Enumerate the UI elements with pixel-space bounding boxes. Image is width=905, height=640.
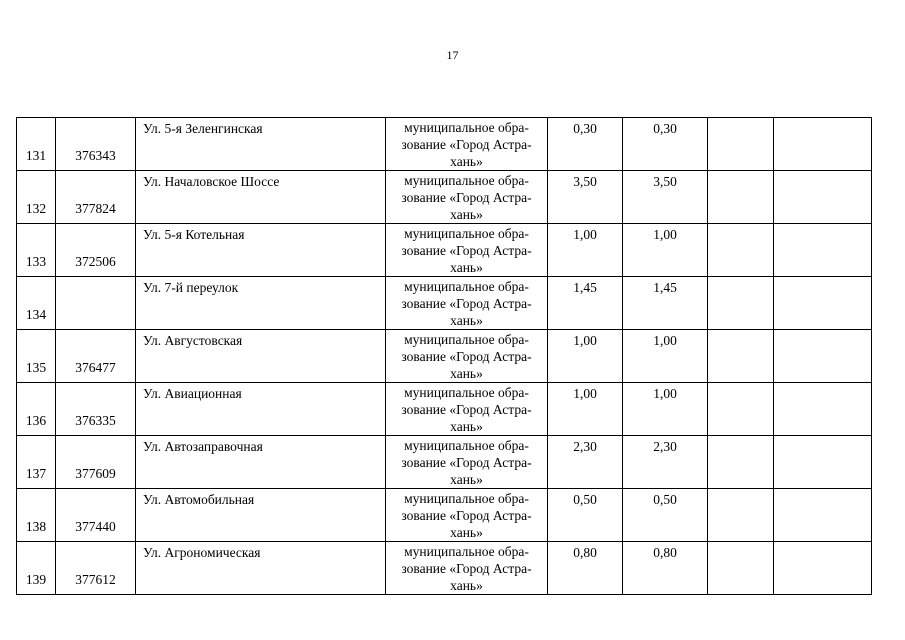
table-row bbox=[17, 436, 872, 489]
owner-cell bbox=[386, 277, 548, 330]
owner-cell bbox=[386, 118, 548, 171]
road-code-cell: 372506 bbox=[56, 224, 136, 277]
owner-text-line: хань» bbox=[450, 366, 483, 381]
length-total-cell: 1,00 bbox=[623, 383, 708, 436]
table-row bbox=[17, 118, 872, 171]
road-name-cell: Ул. Началовское Шоссе bbox=[136, 171, 386, 224]
row-number-cell: 133 bbox=[17, 224, 56, 277]
owner-text-line: зование «Город Астра- bbox=[401, 190, 532, 205]
empty-cell bbox=[708, 436, 774, 489]
road-name-cell: Ул. Автозаправочная bbox=[136, 436, 386, 489]
empty-cell bbox=[774, 542, 872, 595]
owner-text-line: муниципальное обра- bbox=[404, 544, 529, 559]
table-body bbox=[17, 118, 872, 595]
table-row bbox=[17, 171, 872, 224]
owner-text-line: муниципальное обра- bbox=[404, 226, 529, 241]
roads-table bbox=[16, 117, 872, 595]
table-row bbox=[17, 330, 872, 383]
empty-cell bbox=[774, 489, 872, 542]
row-number-cell: 139 bbox=[17, 542, 56, 595]
empty-cell bbox=[774, 171, 872, 224]
owner-cell bbox=[386, 383, 548, 436]
table-row bbox=[17, 277, 872, 330]
owner-text-line: зование «Город Астра- bbox=[401, 508, 532, 523]
table-row bbox=[17, 489, 872, 542]
owner-text-line: хань» bbox=[450, 525, 483, 540]
road-code-cell: 376335 bbox=[56, 383, 136, 436]
owner-cell bbox=[386, 436, 548, 489]
empty-cell bbox=[774, 330, 872, 383]
owner-text-line: муниципальное обра- bbox=[404, 173, 529, 188]
road-code-cell: 377824 bbox=[56, 171, 136, 224]
length-cell: 0,80 bbox=[548, 542, 623, 595]
owner-cell bbox=[386, 330, 548, 383]
road-code-cell: 377609 bbox=[56, 436, 136, 489]
road-code-cell: 376477 bbox=[56, 330, 136, 383]
row-number-cell: 138 bbox=[17, 489, 56, 542]
empty-cell bbox=[708, 224, 774, 277]
road-name-cell: Ул. 5-я Зеленгинская bbox=[136, 118, 386, 171]
owner-text-line: хань» bbox=[450, 578, 483, 593]
length-total-cell: 0,80 bbox=[623, 542, 708, 595]
owner-text-line: хань» bbox=[450, 207, 483, 222]
owner-cell bbox=[386, 224, 548, 277]
length-cell: 2,30 bbox=[548, 436, 623, 489]
empty-cell bbox=[708, 171, 774, 224]
owner-text-line: хань» bbox=[450, 154, 483, 169]
length-cell: 1,00 bbox=[548, 330, 623, 383]
empty-cell bbox=[708, 489, 774, 542]
owner-text-line: муниципальное обра- bbox=[404, 491, 529, 506]
empty-cell bbox=[774, 224, 872, 277]
empty-cell bbox=[708, 277, 774, 330]
owner-text-line: хань» bbox=[450, 419, 483, 434]
owner-text-line: зование «Город Астра- bbox=[401, 349, 532, 364]
owner-text-line: муниципальное обра- bbox=[404, 120, 529, 135]
owner-text-line: хань» bbox=[450, 260, 483, 275]
length-total-cell: 2,30 bbox=[623, 436, 708, 489]
owner-text-line: муниципальное обра- bbox=[404, 438, 529, 453]
length-total-cell: 1,00 bbox=[623, 330, 708, 383]
owner-cell bbox=[386, 489, 548, 542]
road-name-cell: Ул. 7-й переулок bbox=[136, 277, 386, 330]
length-total-cell: 1,45 bbox=[623, 277, 708, 330]
table-row bbox=[17, 542, 872, 595]
road-code-cell bbox=[56, 277, 136, 330]
owner-text-line: муниципальное обра- bbox=[404, 279, 529, 294]
empty-cell bbox=[774, 436, 872, 489]
owner-text-line: муниципальное обра- bbox=[404, 385, 529, 400]
length-cell: 0,30 bbox=[548, 118, 623, 171]
length-total-cell: 0,30 bbox=[623, 118, 708, 171]
owner-text-line: зование «Город Астра- bbox=[401, 296, 532, 311]
row-number-cell: 135 bbox=[17, 330, 56, 383]
owner-cell bbox=[386, 542, 548, 595]
road-code-cell: 377440 bbox=[56, 489, 136, 542]
length-cell: 0,50 bbox=[548, 489, 623, 542]
empty-cell bbox=[774, 118, 872, 171]
empty-cell bbox=[708, 542, 774, 595]
row-number-cell: 134 bbox=[17, 277, 56, 330]
row-number-cell: 131 bbox=[17, 118, 56, 171]
length-total-cell: 3,50 bbox=[623, 171, 708, 224]
owner-text-line: зование «Город Астра- bbox=[401, 137, 532, 152]
length-total-cell: 1,00 bbox=[623, 224, 708, 277]
road-name-cell: Ул. 5-я Котельная bbox=[136, 224, 386, 277]
length-cell: 1,00 bbox=[548, 224, 623, 277]
owner-text-line: хань» bbox=[450, 472, 483, 487]
length-cell: 3,50 bbox=[548, 171, 623, 224]
empty-cell bbox=[708, 118, 774, 171]
page-number: 17 bbox=[446, 48, 459, 62]
road-name-cell: Ул. Агрономическая bbox=[136, 542, 386, 595]
empty-cell bbox=[708, 383, 774, 436]
owner-text-line: зование «Город Астра- bbox=[401, 402, 532, 417]
empty-cell bbox=[774, 383, 872, 436]
road-name-cell: Ул. Авиационная bbox=[136, 383, 386, 436]
owner-text-line: зование «Город Астра- bbox=[401, 243, 532, 258]
length-total-cell: 0,50 bbox=[623, 489, 708, 542]
road-name-cell: Ул. Автомобильная bbox=[136, 489, 386, 542]
row-number-cell: 137 bbox=[17, 436, 56, 489]
owner-text-line: хань» bbox=[450, 313, 483, 328]
owner-cell bbox=[386, 171, 548, 224]
row-number-cell: 136 bbox=[17, 383, 56, 436]
length-cell: 1,45 bbox=[548, 277, 623, 330]
road-code-cell: 376343 bbox=[56, 118, 136, 171]
owner-text-line: зование «Город Астра- bbox=[401, 455, 532, 470]
road-name-cell: Ул. Августовская bbox=[136, 330, 386, 383]
empty-cell bbox=[708, 330, 774, 383]
empty-cell bbox=[774, 277, 872, 330]
road-code-cell: 377612 bbox=[56, 542, 136, 595]
row-number-cell: 132 bbox=[17, 171, 56, 224]
owner-text-line: муниципальное обра- bbox=[404, 332, 529, 347]
table-row bbox=[17, 224, 872, 277]
table-row bbox=[17, 383, 872, 436]
length-cell: 1,00 bbox=[548, 383, 623, 436]
owner-text-line: зование «Город Астра- bbox=[401, 561, 532, 576]
